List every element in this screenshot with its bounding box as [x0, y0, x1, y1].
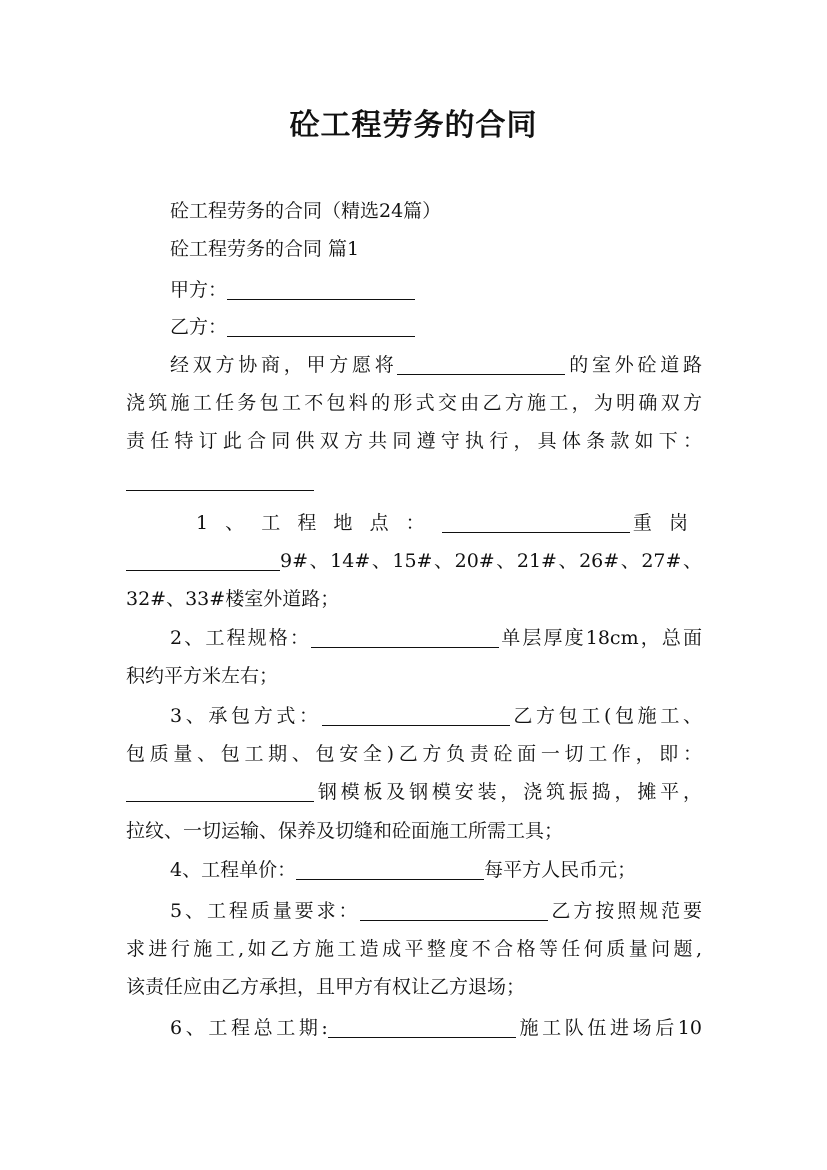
- party-b-label: 乙方：: [170, 316, 228, 338]
- party-b-line: [170, 314, 702, 340]
- clause-3-line-3: [126, 779, 702, 805]
- clause-1-text-b: 9#、14#、15#、20#、21#、26#、27#、: [280, 550, 702, 572]
- clause-6-line-1: [170, 1015, 702, 1041]
- clause-1-line-1: [196, 510, 702, 536]
- clause-2-label: 2、工程规格：: [170, 627, 312, 649]
- preamble-line-3: 责任特订此合同供双方共同遵守执行，具体条款如下：: [126, 430, 702, 452]
- clause-5-text-a: 乙方按照规范要: [548, 900, 702, 922]
- clause-2-line-1: [170, 625, 702, 651]
- clause-4-text-a: 每平方人民币元；: [484, 859, 637, 881]
- preamble-blank-line: [126, 468, 702, 494]
- clause-6-blank[interactable]: [328, 1018, 516, 1038]
- clause-5-label: 5、工程质量要求：: [170, 900, 361, 922]
- clause-6-label: 6、工程总工期:: [170, 1017, 328, 1039]
- preamble-line-1: [170, 352, 702, 378]
- party-a-label: 甲方：: [170, 279, 228, 301]
- clause-3-blank-2[interactable]: [126, 782, 314, 802]
- clause-1-label: 1、工程地点：: [196, 512, 442, 534]
- document-title: 砼工程劳务的合同: [289, 108, 538, 143]
- clause-1-line-3: 32#、33#楼室外道路；: [126, 588, 340, 610]
- clause-5-line-2: 求进行施工,如乙方施工造成平整度不合格等任何质量问题,: [126, 938, 702, 960]
- clause-4-line-1: [170, 857, 702, 883]
- clause-3-blank[interactable]: [322, 706, 510, 726]
- clause-2-text-a: 单层厚度18cm，总面: [499, 627, 702, 649]
- preamble-line-2: 浇筑施工任务包工不包料的形式交由乙方施工，为明确双方: [126, 392, 702, 414]
- clause-3-label: 3、承包方式：: [170, 705, 322, 727]
- party-a-line: [170, 277, 702, 303]
- clause-3-line-4: 拉纹、一切运输、保养及切缝和砼面施工所需工具；: [126, 820, 564, 842]
- preamble-text-b: 的室外砼道路: [565, 354, 702, 376]
- clause-4-blank[interactable]: [296, 860, 484, 880]
- part-heading: 砼工程劳务的合同 篇1: [170, 238, 360, 260]
- clause-2-blank[interactable]: [311, 628, 499, 648]
- clause-5-blank[interactable]: [360, 901, 548, 921]
- clause-3-line-1: [170, 703, 702, 729]
- clause-4-label: 4、工程单价：: [170, 859, 297, 881]
- clause-3-line-2: 包质量、包工期、包安全)乙方负责砼面一切工作，即：: [126, 743, 702, 765]
- clause-1-line-2: [126, 548, 702, 574]
- clause-6-text-a: 施工队伍进场后10: [515, 1017, 702, 1039]
- clause-1-text-a: 重岗: [629, 512, 702, 534]
- clause-1-blank[interactable]: [442, 513, 630, 533]
- project-blank[interactable]: [397, 355, 565, 375]
- clause-3-text-a: 乙方包工(包施工、: [509, 705, 702, 727]
- clause-5-line-1: [170, 898, 702, 924]
- clause-1-blank-2[interactable]: [126, 551, 280, 571]
- clause-5-line-3: 该责任应由乙方承担，且甲方有权让乙方退场；: [126, 976, 526, 998]
- preamble-text-a: 经双方协商，甲方愿将: [170, 354, 398, 376]
- preamble-blank[interactable]: [126, 471, 314, 491]
- subtitle: 砼工程劳务的合同（精选24篇）: [170, 200, 442, 222]
- clause-3-text-c: 钢模板及钢模安装，浇筑振捣，摊平，: [314, 781, 702, 803]
- party-b-blank[interactable]: [227, 317, 415, 337]
- clause-2-line-2: 积约平方米左右；: [126, 665, 279, 687]
- party-a-blank[interactable]: [227, 280, 415, 300]
